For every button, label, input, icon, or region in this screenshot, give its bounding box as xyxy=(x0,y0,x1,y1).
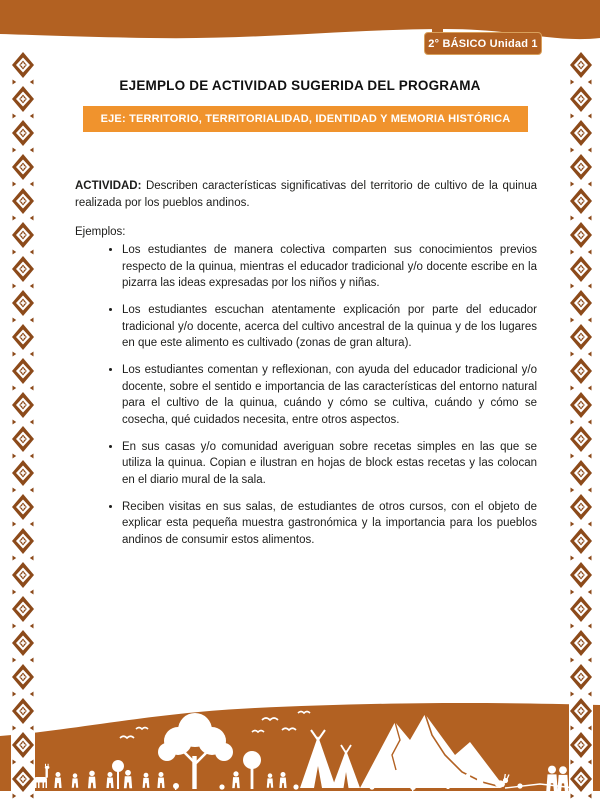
left-andean-pattern-strip xyxy=(11,50,35,800)
right-andean-pattern-strip xyxy=(569,50,593,800)
activity-text: Describen características significativas del territorio de cultivo de la quinua realizada por los pueblos andinos. xyxy=(75,180,537,209)
examples-label: Ejemplos: xyxy=(75,226,126,238)
list-item: • Los estudiantes escuchan atentamente explicación por parte del educador tradicional y/o docente, acerca del cultivo ancestral de la quinua y de los lugares en que este alimento es cultivado (zonas de gran altura). xyxy=(122,302,537,352)
eje-banner: EJE: TERRITORIO, TERRITORIALIDAD, IDENTIDAD Y MEMORIA HISTÓRICA xyxy=(83,106,528,132)
list-item: • En sus casas y/o comunidad averiguan sobre recetas simples en las que se utiliza la quinua. Copian e ilustran en hojas de block estas recetas y las colocan en el diario mural de la sala. xyxy=(122,439,537,489)
examples-list xyxy=(75,242,537,559)
footer-landscape-illustration xyxy=(0,700,600,800)
list-item: • Los estudiantes comentan y reflexionan, con ayuda del educador tradicional y/o docente, sobre el sentido e importancia de las características del entorno natural para el cultivo de la quinua, cuándo y cómo se cultiva, cuándo y cómo se cosecha, qué cuidados necesita, entre otros aspectos. xyxy=(122,362,537,428)
activity-paragraph xyxy=(75,178,537,211)
page-title: EJEMPLO DE ACTIVIDAD SUGERIDA DEL PROGRAMA xyxy=(119,78,481,93)
activity-label: ACTIVIDAD: xyxy=(75,180,142,192)
unit-badge: 2° BÁSICO Unidad 1 xyxy=(424,32,542,55)
list-item: • Reciben visitas en sus salas, de estudiantes de otros cursos, con el objeto de explicar esta pequeña muestra gastronómica y la importancia para los pueblos andinos de consumir estos alimentos. xyxy=(122,499,537,549)
list-item: • Los estudiantes de manera colectiva comparten sus conocimientos previos respecto de la quinua, mientras el educador tradicional y/o docente escribe en la pizarra las ideas expresadas por los niños y niñas. xyxy=(122,242,537,292)
